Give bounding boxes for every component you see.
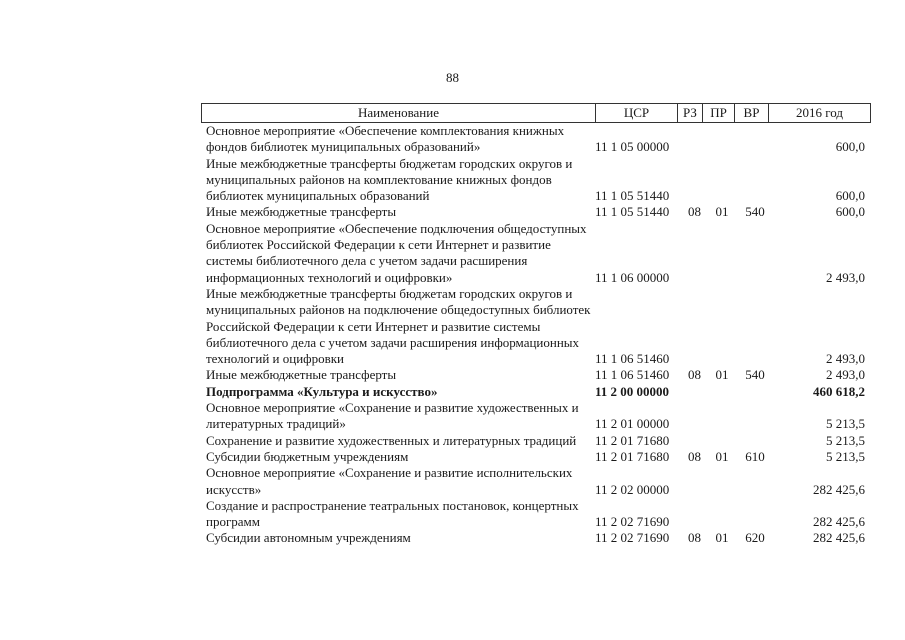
row-sum: 282 425,6 xyxy=(813,530,865,546)
table-row xyxy=(201,384,871,400)
row-csr: 11 1 06 00000 xyxy=(595,269,670,285)
table-row xyxy=(201,123,871,156)
row-csr: 11 1 06 51460 xyxy=(595,367,670,383)
table-row xyxy=(201,449,871,465)
row-pr: 01 xyxy=(715,448,729,464)
table-body xyxy=(201,123,871,547)
row-name: Подпрограмма «Культура и искусство» xyxy=(206,383,438,399)
row-pr: 01 xyxy=(715,204,729,220)
header-pr: ПР xyxy=(703,104,735,122)
row-csr: 11 2 01 71680 xyxy=(595,432,670,448)
row-sum: 2 493,0 xyxy=(826,269,865,285)
row-name: Иные межбюджетные трансферты xyxy=(206,367,397,383)
row-name: Основное мероприятие «Обеспечение комплектования книжных фондов библиотек муниципальных образований» xyxy=(206,123,565,155)
row-csr: 11 2 01 00000 xyxy=(595,416,670,432)
table-row xyxy=(201,400,871,433)
row-name: Сохранение и развитие художественных и литературных традиций xyxy=(206,432,577,448)
row-sum: 2 493,0 xyxy=(826,351,865,367)
row-name: Субсидии бюджетным учреждениям xyxy=(206,448,409,464)
row-sum: 600,0 xyxy=(835,139,865,155)
row-name: Основное мероприятие «Сохранение и развитие художественных и литературных традиций» xyxy=(206,400,579,432)
header-rz: РЗ xyxy=(678,104,703,122)
header-csr: ЦСР xyxy=(596,104,678,122)
row-pr: 01 xyxy=(715,367,729,383)
row-csr: 11 1 05 00000 xyxy=(595,139,670,155)
row-sum: 460 618,2 xyxy=(813,383,865,399)
table-row xyxy=(201,286,871,367)
table-row xyxy=(201,433,871,449)
row-sum: 282 425,6 xyxy=(813,481,865,497)
row-sum: 2 493,0 xyxy=(826,367,865,383)
row-rz: 08 xyxy=(688,204,701,220)
row-sum: 282 425,6 xyxy=(813,514,865,530)
row-csr: 11 2 02 71690 xyxy=(595,514,670,530)
row-pr: 01 xyxy=(715,530,729,546)
row-name: Основное мероприятие «Обеспечение подключения общедоступных библиотек Российской Федерации к сети Интернет и развитие системы библиотечного дела с учетом задачи расширения информационных технологий и оцифровки» xyxy=(206,220,587,285)
row-sum: 5 213,5 xyxy=(826,448,865,464)
table-row xyxy=(201,498,871,531)
row-name: Основное мероприятие «Сохранение и развитие исполнительских искусств» xyxy=(206,465,573,497)
row-name: Иные межбюджетные трансферты бюджетам городских округов и муниципальных районов на комплектование книжных фондов библиотек муниципальных образований xyxy=(206,155,573,204)
header-sum: 2016 год xyxy=(796,105,843,120)
row-name: Субсидии автономным учреждениям xyxy=(206,530,411,546)
row-rz: 08 xyxy=(688,448,701,464)
table-row xyxy=(201,465,871,498)
budget-table xyxy=(201,103,871,547)
row-vr: 540 xyxy=(745,367,765,383)
row-vr: 620 xyxy=(745,530,765,546)
row-vr: 610 xyxy=(745,448,765,464)
table-row xyxy=(201,367,871,383)
row-sum: 5 213,5 xyxy=(826,432,865,448)
row-csr: 11 1 06 51460 xyxy=(595,351,670,367)
table-row xyxy=(201,204,871,220)
row-sum: 600,0 xyxy=(835,188,865,204)
header-vr: ВР xyxy=(735,104,769,122)
row-name: Иные межбюджетные трансферты xyxy=(206,204,397,220)
row-csr: 11 1 05 51440 xyxy=(595,188,670,204)
row-name: Создание и распространение театральных постановок, концертных программ xyxy=(206,497,579,530)
row-csr: 11 2 02 00000 xyxy=(595,481,670,497)
page-number: 88 xyxy=(446,70,459,85)
row-sum: 600,0 xyxy=(835,204,865,220)
table-row xyxy=(201,221,871,286)
row-name: Иные межбюджетные трансферты бюджетам городских округов и муниципальных районов на подключение общедоступных библиотек Российской Федерации к сети Интернет и развитие системы библиотечного дела с учетом задачи расширения информационных технологий и оцифровки xyxy=(206,285,591,367)
table-row xyxy=(201,156,871,205)
row-rz: 08 xyxy=(688,367,701,383)
row-csr: 11 2 00 00000 xyxy=(595,383,670,399)
row-vr: 540 xyxy=(745,204,765,220)
row-rz: 08 xyxy=(688,530,701,546)
table-row xyxy=(201,530,871,546)
row-csr: 11 2 02 71690 xyxy=(595,530,670,546)
table-header xyxy=(201,103,871,123)
row-csr: 11 1 05 51440 xyxy=(595,204,670,220)
header-name: Наименование xyxy=(202,104,596,122)
row-csr: 11 2 01 71680 xyxy=(595,448,670,464)
row-sum: 5 213,5 xyxy=(826,416,865,432)
